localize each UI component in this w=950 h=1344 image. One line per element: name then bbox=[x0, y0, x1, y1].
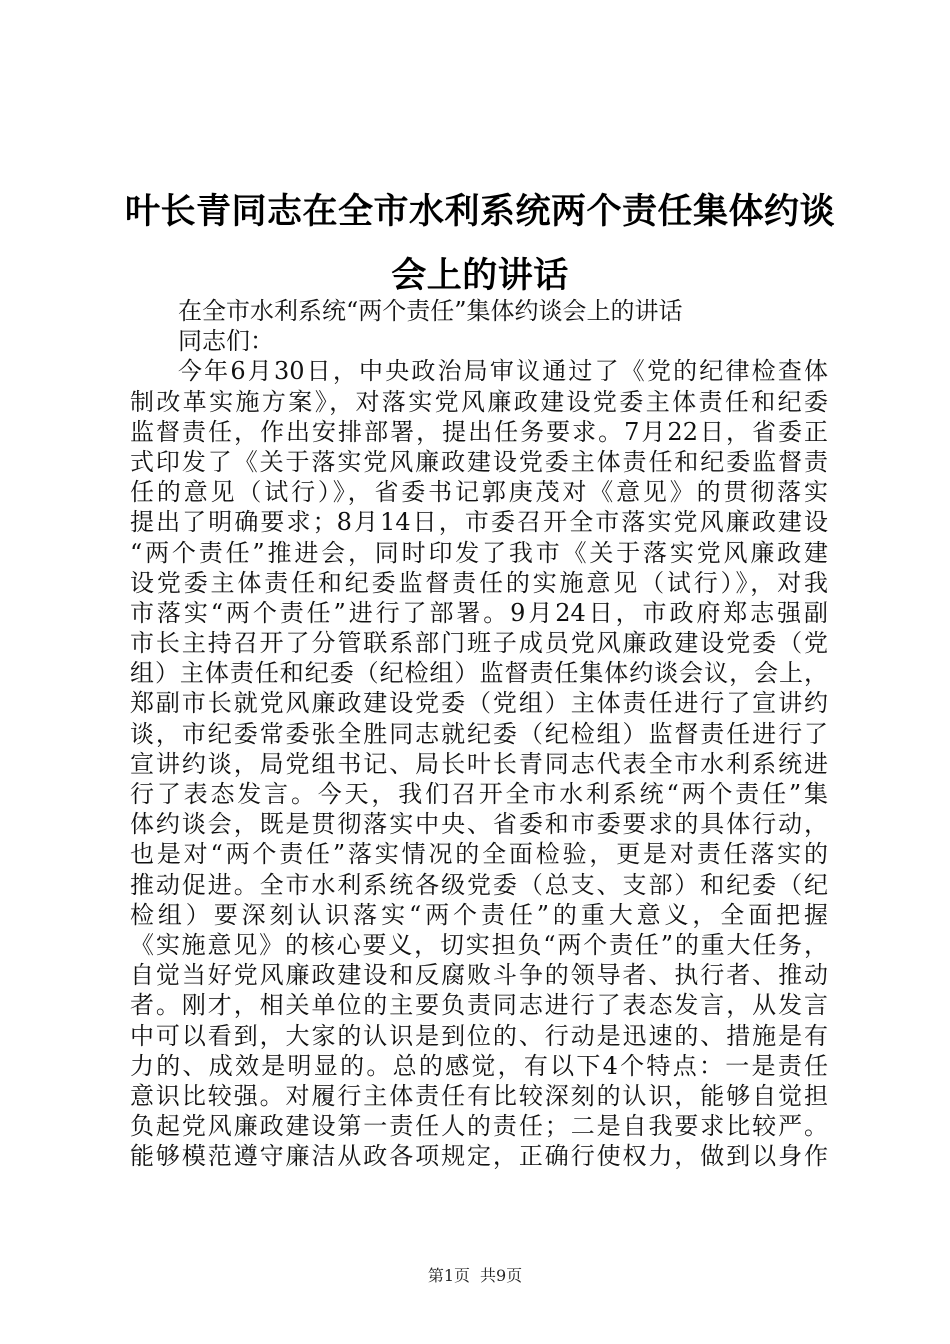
body-line: 负起党风廉政建设第一责任人的责任；二是自我要求比较严。 bbox=[130, 1112, 828, 1141]
page-footer bbox=[0, 1266, 950, 1286]
page-total: 共9页 bbox=[480, 1266, 523, 1285]
title-line-1: 叶长青同志在全市水利系统两个责任集体约谈 bbox=[124, 192, 835, 232]
document-title bbox=[100, 180, 860, 308]
body-line: 者。刚才，相关单位的主要负责同志进行了表态发言，从发言 bbox=[130, 991, 828, 1020]
body-line: 组）主体责任和纪委（纪检组）监督责任集体约谈会议，会上， bbox=[130, 659, 828, 688]
body-line: 行了表态发言。今天，我们召开全市水利系统“两个责任”集 bbox=[130, 780, 828, 808]
body-line: 今年6月30日，中央政治局审议通过了《党的纪律检查体 bbox=[178, 357, 828, 386]
body-line: 制改革实施方案》，对落实党风廉政建设党委主体责任和纪委 bbox=[130, 387, 828, 416]
body-line: 监督责任，作出安排部署，提出任务要求。7月22日，省委正 bbox=[130, 417, 828, 446]
body-line: 中可以看到，大家的认识是到位的、行动是迅速的、措施是有 bbox=[130, 1021, 828, 1050]
body-line: 体约谈会，既是贯彻落实中央、省委和市委要求的具体行动， bbox=[130, 810, 828, 839]
body-line: 检组）要深刻认识落实“两个责任”的重大意义，全面把握 bbox=[130, 900, 828, 929]
body-line: 也是对“两个责任”落实情况的全面检验，更是对责任落实的 bbox=[130, 840, 828, 869]
body-line: 设党委主体责任和纪委监督责任的实施意见（试行）》，对我 bbox=[130, 568, 828, 597]
body-line: 任的意见（试行）》，省委书记郭庚茂对《意见》的贯彻落实 bbox=[130, 478, 828, 507]
body-line: 谈，市纪委常委张全胜同志就纪委（纪检组）监督责任进行了 bbox=[130, 719, 828, 748]
body-line: 《实施意见》的核心要义，切实担负“两个责任”的重大任务， bbox=[130, 930, 828, 959]
body-line: 式印发了《关于落实党风廉政建设党委主体责任和纪委监督责 bbox=[130, 447, 828, 476]
title-line-2: 会上的讲话 bbox=[391, 256, 569, 296]
body-line: 力的、成效是明显的。总的感觉，有以下4个特点：一是责任 bbox=[130, 1051, 828, 1080]
body-line: “两个责任”推进会，同时印发了我市《关于落实党风廉政建 bbox=[130, 538, 828, 567]
body-line: 自觉当好党风廉政建设和反腐败斗争的领导者、执行者、推动 bbox=[130, 961, 828, 990]
body-line: 推动促进。全市水利系统各级党委（总支、支部）和纪委（纪 bbox=[130, 870, 828, 899]
body-line: 市长主持召开了分管联系部门班子成员党风廉政建设党委（党 bbox=[130, 629, 828, 658]
salutation: 同志们： bbox=[178, 327, 274, 356]
body-line: 能够模范遵守廉洁从政各项规定，正确行使权力，做到以身作 bbox=[130, 1142, 828, 1171]
body-line: 宣讲约谈，局党组书记、局长叶长青同志代表全市水利系统进 bbox=[130, 749, 828, 778]
body-line: 意识比较强。对履行主体责任有比较深刻的认识，能够自觉担 bbox=[130, 1081, 828, 1110]
body-line: 市落实“两个责任”进行了部署。9月24日，市政府郑志强副 bbox=[130, 598, 828, 627]
page-number: 第1页 bbox=[427, 1266, 470, 1285]
subtitle: 在全市水利系统“两个责任”集体约谈会上的讲话 bbox=[178, 297, 683, 325]
body-line: 提出了明确要求；8月14日，市委召开全市落实党风廉政建设 bbox=[130, 508, 828, 537]
body-line: 郑副市长就党风廉政建设党委（党组）主体责任进行了宣讲约 bbox=[130, 689, 828, 718]
document-body bbox=[130, 296, 828, 1171]
